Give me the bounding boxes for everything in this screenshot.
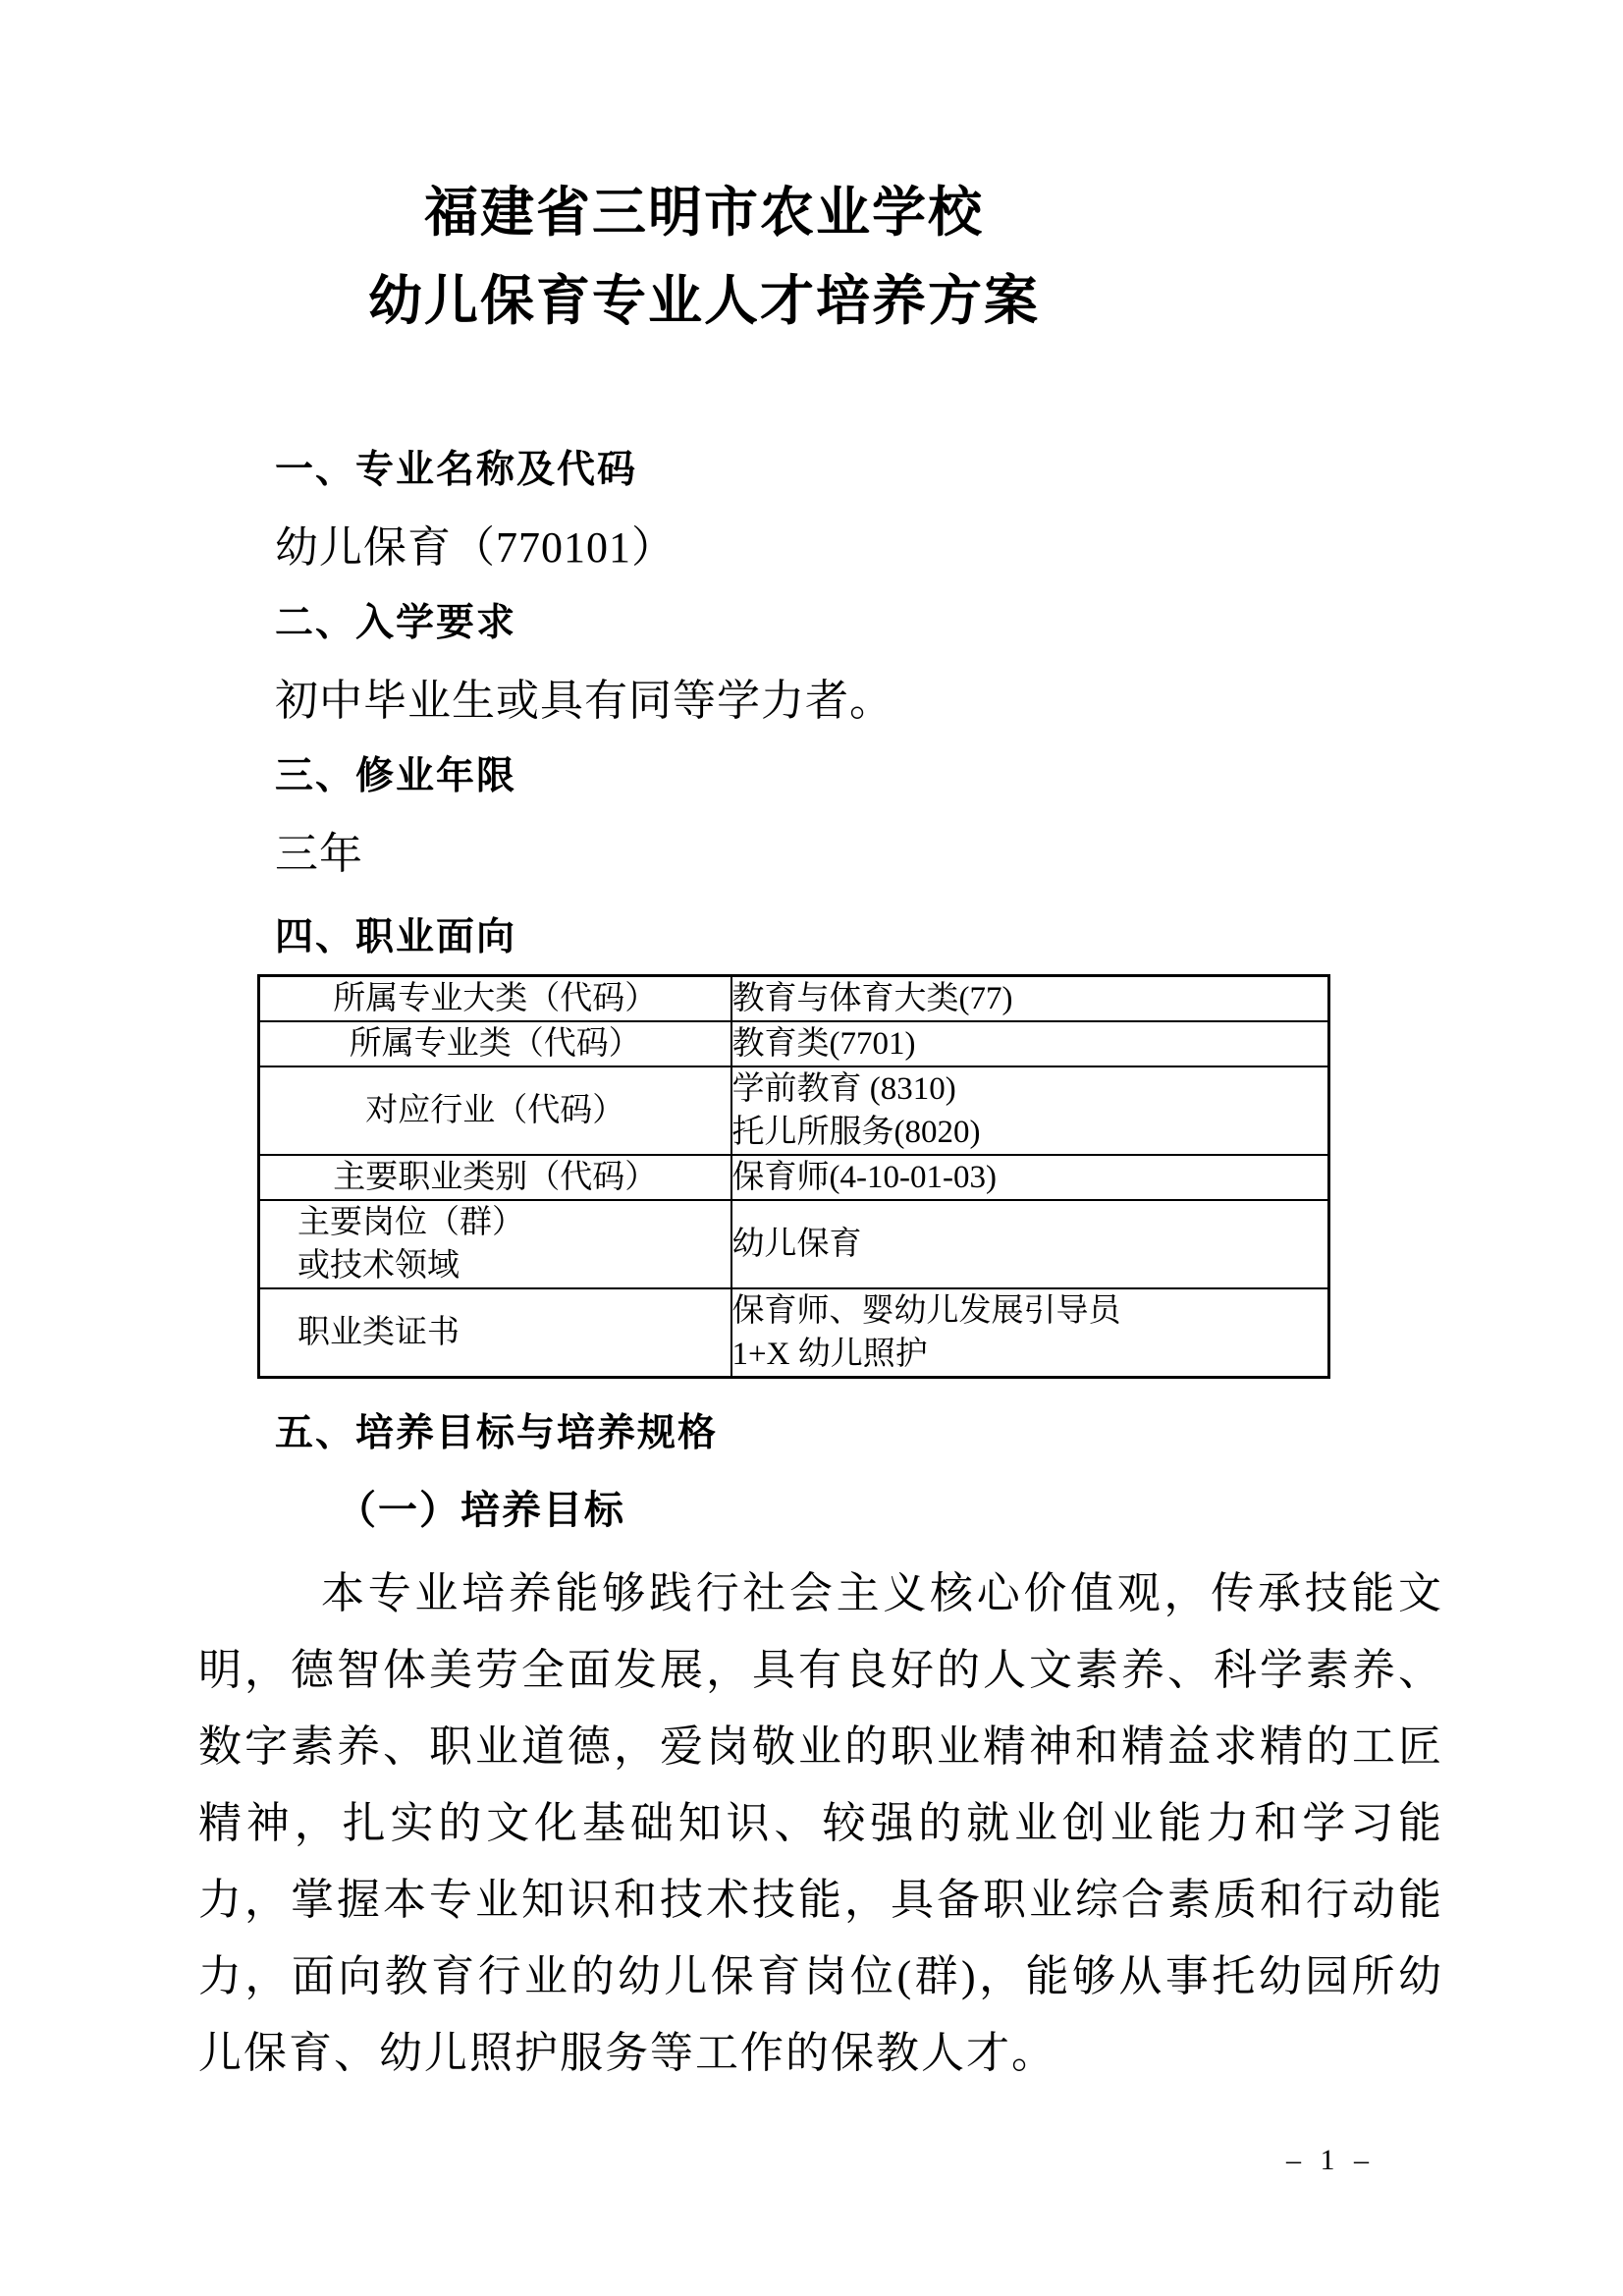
row-value-cell	[731, 1021, 1329, 1066]
table-row	[259, 976, 1329, 1022]
document-title-line-2: 幼儿保育专业人才培养方案	[367, 271, 1040, 331]
table-row	[259, 1155, 1329, 1200]
document-title-line-1: 福建省三明市农业学校	[423, 183, 984, 243]
document-title	[198, 0, 1210, 346]
row-label-line: 主要职业类别（代码）	[333, 1160, 658, 1195]
section-heading-4: 四、职业面向	[275, 916, 517, 958]
row-label-cell	[259, 1288, 731, 1378]
row-value-line: 保育师、婴幼儿发展引导员	[731, 1293, 1121, 1329]
section-body-1: 幼儿保育（770101）	[275, 523, 676, 572]
row-value-line: 教育类(7701)	[731, 1026, 916, 1062]
row-value-line: 1+X 幼儿照护	[731, 1337, 928, 1372]
row-value-cell	[731, 976, 1329, 1022]
table-row	[259, 1066, 1329, 1155]
section-body-2: 初中毕业生或具有同等学力者。	[275, 677, 893, 725]
row-label-cell	[259, 1155, 731, 1200]
row-label-cell	[259, 1200, 731, 1288]
section-heading-5: 五、培养目标与培养规格	[275, 1412, 719, 1454]
page-number: – 1 –	[1286, 2144, 1375, 2176]
row-value-line: 幼儿保育	[731, 1227, 862, 1262]
row-value-line: 教育与体育大类(77)	[731, 981, 1013, 1016]
row-label-cell	[259, 1021, 731, 1066]
row-label-line: 所属专业大类（代码）	[333, 981, 658, 1016]
row-value-cell	[731, 1155, 1329, 1200]
section-body-3: 三年	[275, 830, 363, 878]
section-heading-1: 一、专业名称及代码	[275, 449, 638, 491]
row-label-line: 职业类证书	[298, 1315, 460, 1350]
document-page	[198, 0, 1443, 2092]
row-label-line: 所属专业类（代码）	[349, 1026, 641, 1062]
row-value-line: 保育师(4-10-01-03)	[731, 1160, 997, 1195]
row-value-cell	[731, 1288, 1329, 1378]
row-label-line: 或技术领域	[298, 1248, 460, 1284]
row-value-line: 学前教育 (8310)	[731, 1071, 956, 1107]
training-objective-paragraph: 本专业培养能够践行社会主义核心价值观，传承技能文明，德智体美劳全面发展，具有良好的人文素养、科学素养、数字素养、职业道德，爱岗敬业的职业精神和精益求精的工匠精神，扎实的文化基础知识、较强的就业创业能力和学习能力，掌握本专业知识和技术技能，具备职业综合素质和行动能力，面向教育行业的幼儿保育岗位(群)，能够从事托幼园所幼儿保育、幼儿照护服务等工作的保教人才。	[198, 1569, 1443, 2077]
career-orientation-table	[257, 974, 1330, 1379]
section-heading-2: 二、入学要求	[275, 602, 517, 644]
row-label-cell	[259, 976, 731, 1022]
row-value-line: 托儿所服务(8020)	[731, 1115, 981, 1150]
table-row	[259, 1200, 1329, 1288]
row-label-line: 主要岗位（群）	[298, 1205, 524, 1240]
sub-heading-training-objective: （一）培养目标	[337, 1488, 625, 1532]
row-label-line: 对应行业（代码）	[365, 1093, 625, 1128]
section-heading-3: 三、修业年限	[275, 755, 517, 797]
row-label-cell	[259, 1066, 731, 1155]
row-value-cell	[731, 1200, 1329, 1288]
table-row	[259, 1288, 1329, 1378]
table-row	[259, 1021, 1329, 1066]
row-value-cell	[731, 1066, 1329, 1155]
